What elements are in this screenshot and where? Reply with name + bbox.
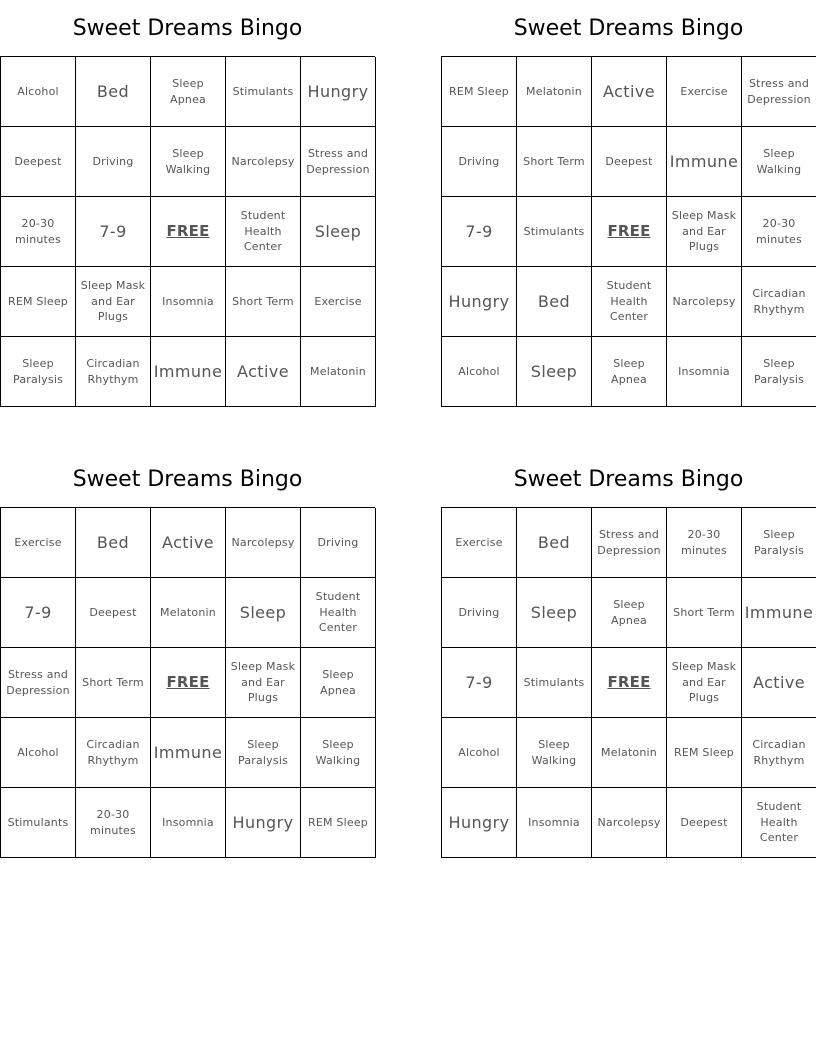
bingo-cell: Short Term — [667, 578, 742, 648]
free-space-cell: FREE — [592, 197, 667, 267]
card-title: Sweet Dreams Bingo — [513, 467, 744, 492]
bingo-cell: Sleep Mask and Ear Plugs — [667, 648, 742, 718]
bingo-card-4 — [441, 451, 816, 858]
free-space-cell: FREE — [151, 197, 226, 267]
bingo-cell: Narcolepsy — [226, 508, 301, 578]
bingo-cell: Sleep — [301, 197, 376, 267]
bingo-cell: Sleep Paralysis — [742, 508, 816, 578]
bingo-cell: Immune — [667, 127, 742, 197]
bingo-cell: REM Sleep — [1, 267, 76, 337]
bingo-cell: REM Sleep — [301, 788, 376, 858]
bingo-cell: Bed — [76, 508, 151, 578]
bingo-cell: Driving — [76, 127, 151, 197]
bingo-cell: 20-30 minutes — [667, 508, 742, 578]
bingo-cell: Circadian Rhythym — [76, 718, 151, 788]
bingo-cell: Sleep Apnea — [592, 337, 667, 407]
bingo-cell: Active — [151, 508, 226, 578]
bingo-cell: Circadian Rhythym — [742, 267, 816, 337]
bingo-cell: Sleep — [226, 578, 301, 648]
bingo-card-3 — [0, 451, 375, 858]
bingo-cell: Narcolepsy — [592, 788, 667, 858]
bingo-cell: Active — [226, 337, 301, 407]
bingo-grid — [441, 56, 816, 407]
bingo-cell: Alcohol — [1, 57, 76, 127]
bingo-cell: Sleep Mask and Ear Plugs — [76, 267, 151, 337]
bingo-cell: Sleep Walking — [151, 127, 226, 197]
bingo-cell: Hungry — [442, 267, 517, 337]
bingo-cell: Sleep Mask and Ear Plugs — [226, 648, 301, 718]
bingo-cell: Stress and Depression — [301, 127, 376, 197]
bingo-cell: Immune — [151, 337, 226, 407]
bingo-cell: 7-9 — [442, 648, 517, 718]
bingo-cell: Stimulants — [226, 57, 301, 127]
bingo-cell: Sleep Paralysis — [226, 718, 301, 788]
bingo-cell: Melatonin — [151, 578, 226, 648]
bingo-cell: 7-9 — [442, 197, 517, 267]
free-space-cell: FREE — [151, 648, 226, 718]
bingo-cell: Driving — [442, 127, 517, 197]
bingo-cell: Circadian Rhythym — [76, 337, 151, 407]
bingo-cell: Sleep Paralysis — [1, 337, 76, 407]
bingo-cell: Hungry — [301, 57, 376, 127]
bingo-cell: Short Term — [517, 127, 592, 197]
bingo-cell: REM Sleep — [442, 57, 517, 127]
bingo-cell: Driving — [442, 578, 517, 648]
bingo-cell: Stimulants — [517, 197, 592, 267]
bingo-cell: Deepest — [592, 127, 667, 197]
bingo-cell: Melatonin — [301, 337, 376, 407]
card-title: Sweet Dreams Bingo — [72, 467, 303, 492]
bingo-cell: Student Health Center — [226, 197, 301, 267]
bingo-cell: Short Term — [76, 648, 151, 718]
bingo-cell: Sleep Mask and Ear Plugs — [667, 197, 742, 267]
bingo-cell: Sleep Paralysis — [742, 337, 816, 407]
bingo-grid — [0, 56, 375, 407]
bingo-cell: Insomnia — [517, 788, 592, 858]
bingo-cell: Alcohol — [1, 718, 76, 788]
bingo-cell: Insomnia — [667, 337, 742, 407]
bingo-cell: Stimulants — [517, 648, 592, 718]
bingo-cell: Exercise — [667, 57, 742, 127]
bingo-cell: Melatonin — [592, 718, 667, 788]
bingo-cell: Driving — [301, 508, 376, 578]
bingo-grid — [0, 507, 375, 858]
card-title: Sweet Dreams Bingo — [513, 16, 744, 41]
bingo-cell: Bed — [76, 57, 151, 127]
bingo-cell: Sleep Apnea — [301, 648, 376, 718]
bingo-cell: Exercise — [442, 508, 517, 578]
bingo-cell: Alcohol — [442, 718, 517, 788]
bingo-cell: Deepest — [1, 127, 76, 197]
bingo-card-1 — [0, 0, 375, 407]
bingo-cell: Bed — [517, 267, 592, 337]
bingo-cell: 7-9 — [76, 197, 151, 267]
bingo-cell: Student Health Center — [742, 788, 816, 858]
bingo-cell: REM Sleep — [667, 718, 742, 788]
bingo-cell: Bed — [517, 508, 592, 578]
bingo-cell: Narcolepsy — [226, 127, 301, 197]
bingo-cell: Immune — [151, 718, 226, 788]
bingo-cell: Exercise — [301, 267, 376, 337]
bingo-cell: Stimulants — [1, 788, 76, 858]
bingo-cell: Active — [592, 57, 667, 127]
bingo-cell: Insomnia — [151, 267, 226, 337]
bingo-cell: Exercise — [1, 508, 76, 578]
bingo-cell: Deepest — [667, 788, 742, 858]
bingo-cell: Insomnia — [151, 788, 226, 858]
bingo-cell: Active — [742, 648, 816, 718]
bingo-cell: Sleep Walking — [517, 718, 592, 788]
bingo-cell: Deepest — [76, 578, 151, 648]
bingo-cell: 20-30 minutes — [742, 197, 816, 267]
bingo-cell: Narcolepsy — [667, 267, 742, 337]
bingo-cell: 20-30 minutes — [1, 197, 76, 267]
bingo-cell: Alcohol — [442, 337, 517, 407]
bingo-cell: Sleep — [517, 578, 592, 648]
bingo-cell: Stress and Depression — [742, 57, 816, 127]
bingo-cell: Hungry — [442, 788, 517, 858]
bingo-cell: Immune — [742, 578, 816, 648]
bingo-cell: Student Health Center — [301, 578, 376, 648]
bingo-cell: Sleep — [517, 337, 592, 407]
bingo-cell: Melatonin — [517, 57, 592, 127]
bingo-cell: Stress and Depression — [592, 508, 667, 578]
bingo-cell: Sleep Walking — [742, 127, 816, 197]
bingo-cell: 20-30 minutes — [76, 788, 151, 858]
bingo-cell: Circadian Rhythym — [742, 718, 816, 788]
bingo-cell: Stress and Depression — [1, 648, 76, 718]
bingo-card-2 — [441, 0, 816, 407]
bingo-cell: 7-9 — [1, 578, 76, 648]
bingo-cell: Sleep Apnea — [592, 578, 667, 648]
bingo-cell: Sleep Apnea — [151, 57, 226, 127]
bingo-cell: Sleep Walking — [301, 718, 376, 788]
free-space-cell: FREE — [592, 648, 667, 718]
bingo-grid — [441, 507, 816, 858]
bingo-cell: Student Health Center — [592, 267, 667, 337]
bingo-cell: Short Term — [226, 267, 301, 337]
card-title: Sweet Dreams Bingo — [72, 16, 303, 41]
bingo-cell: Hungry — [226, 788, 301, 858]
